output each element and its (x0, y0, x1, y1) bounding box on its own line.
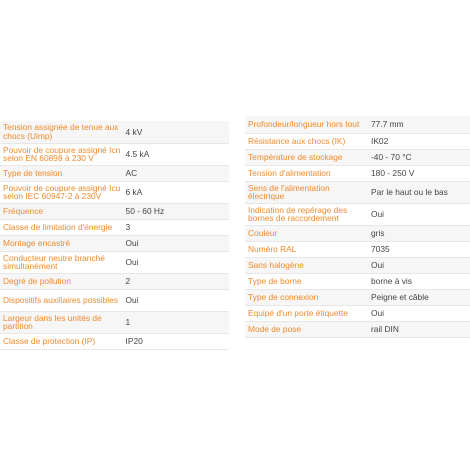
spec-label: Classe de limitation d'énergie (0, 219, 124, 235)
spec-label: Equipé d'un porte étiquette (245, 305, 369, 321)
spec-value: AC (124, 165, 229, 181)
spec-label: Tension assignée de tenue aux chocs (Uimp) (0, 121, 124, 143)
spec-value: Oui (124, 251, 229, 273)
spec-label: Mode de pose (245, 321, 369, 337)
table-row (245, 321, 470, 337)
table-row (245, 116, 470, 133)
spec-value: 4.5 kA (124, 143, 229, 165)
spec-label: Température de stockage (245, 149, 369, 165)
table-row (245, 225, 470, 241)
spec-value: -40 - 70 °C (369, 149, 470, 165)
spec-value: IK02 (369, 133, 470, 149)
table-row (0, 289, 229, 311)
spec-label: Fréquence (0, 203, 124, 219)
spec-value: 7035 (369, 241, 470, 257)
table-row (0, 143, 229, 165)
spec-label: Classe de protection (IP) (0, 333, 124, 349)
spec-value: 3 (124, 219, 229, 235)
spec-value: 6 kA (124, 181, 229, 203)
table-row (245, 181, 470, 203)
spec-label: Type de borne (245, 273, 369, 289)
table-row (245, 165, 470, 181)
spec-label: Sans halogène (245, 257, 369, 273)
table-row (0, 235, 229, 251)
spec-value: Oui (124, 289, 229, 311)
table-row (0, 203, 229, 219)
table-row (245, 289, 470, 305)
spec-value: IP20 (124, 333, 229, 349)
spec-label: Pouvoir de coupure assigné Icu selon IEC 60947-2 à 230V (0, 181, 124, 203)
spec-value: Oui (369, 257, 470, 273)
spec-value: rail DIN (369, 321, 470, 337)
table-row (0, 311, 229, 333)
spec-value: Peigne et câble (369, 289, 470, 305)
spec-label: Type de tension (0, 165, 124, 181)
table-row (245, 241, 470, 257)
spec-label: Sens de l'alimentation électrique (245, 181, 369, 203)
spec-label: Montage encastré (0, 235, 124, 251)
table-row (0, 165, 229, 181)
spec-label: Profondeur/longueur hors tout (245, 116, 369, 133)
table-row (0, 333, 229, 349)
spec-label: Résistance aux chocs (IK) (245, 133, 369, 149)
spec-label: Largeur dans les unités de partition (0, 311, 124, 333)
table-row (245, 203, 470, 225)
table-row (0, 251, 229, 273)
spec-label: Degré de pollution (0, 273, 124, 289)
spec-label: Indication de repérage des bornes de raccordement (245, 203, 369, 225)
table-row (245, 305, 470, 321)
spec-label: Dispositifs auxiliaires possibles (0, 289, 124, 311)
spec-label: Conducteur neutre branché simultanément (0, 251, 124, 273)
table-row (0, 121, 229, 143)
spec-value: Oui (369, 305, 470, 321)
table-row (245, 133, 470, 149)
spec-value: 4 kV (124, 121, 229, 143)
table-row (0, 181, 229, 203)
spec-value: 2 (124, 273, 229, 289)
table-row (245, 257, 470, 273)
spec-label: Pouvoir de coupure assigné Icn selon EN 60898 à 230 V (0, 143, 124, 165)
spec-value: 1 (124, 311, 229, 333)
spec-label: Tension d'alimentation (245, 165, 369, 181)
spec-table-right (245, 116, 470, 338)
spec-value: Oui (124, 235, 229, 251)
spec-value: Oui (369, 203, 470, 225)
table-row (245, 273, 470, 289)
spec-value: gris (369, 225, 470, 241)
spec-value: 77.7 mm (369, 116, 470, 133)
spec-label: Couleur (245, 225, 369, 241)
spec-value: 180 - 250 V (369, 165, 470, 181)
spec-table-left (0, 121, 229, 350)
table-row (245, 149, 470, 165)
spec-label: Numéro RAL (245, 241, 369, 257)
table-row (0, 219, 229, 235)
table-row (0, 273, 229, 289)
spec-value: 50 - 60 Hz (124, 203, 229, 219)
spec-label: Type de connexion (245, 289, 369, 305)
spec-value: borne à vis (369, 273, 470, 289)
spec-value: Par le haut ou le bas (369, 181, 470, 203)
